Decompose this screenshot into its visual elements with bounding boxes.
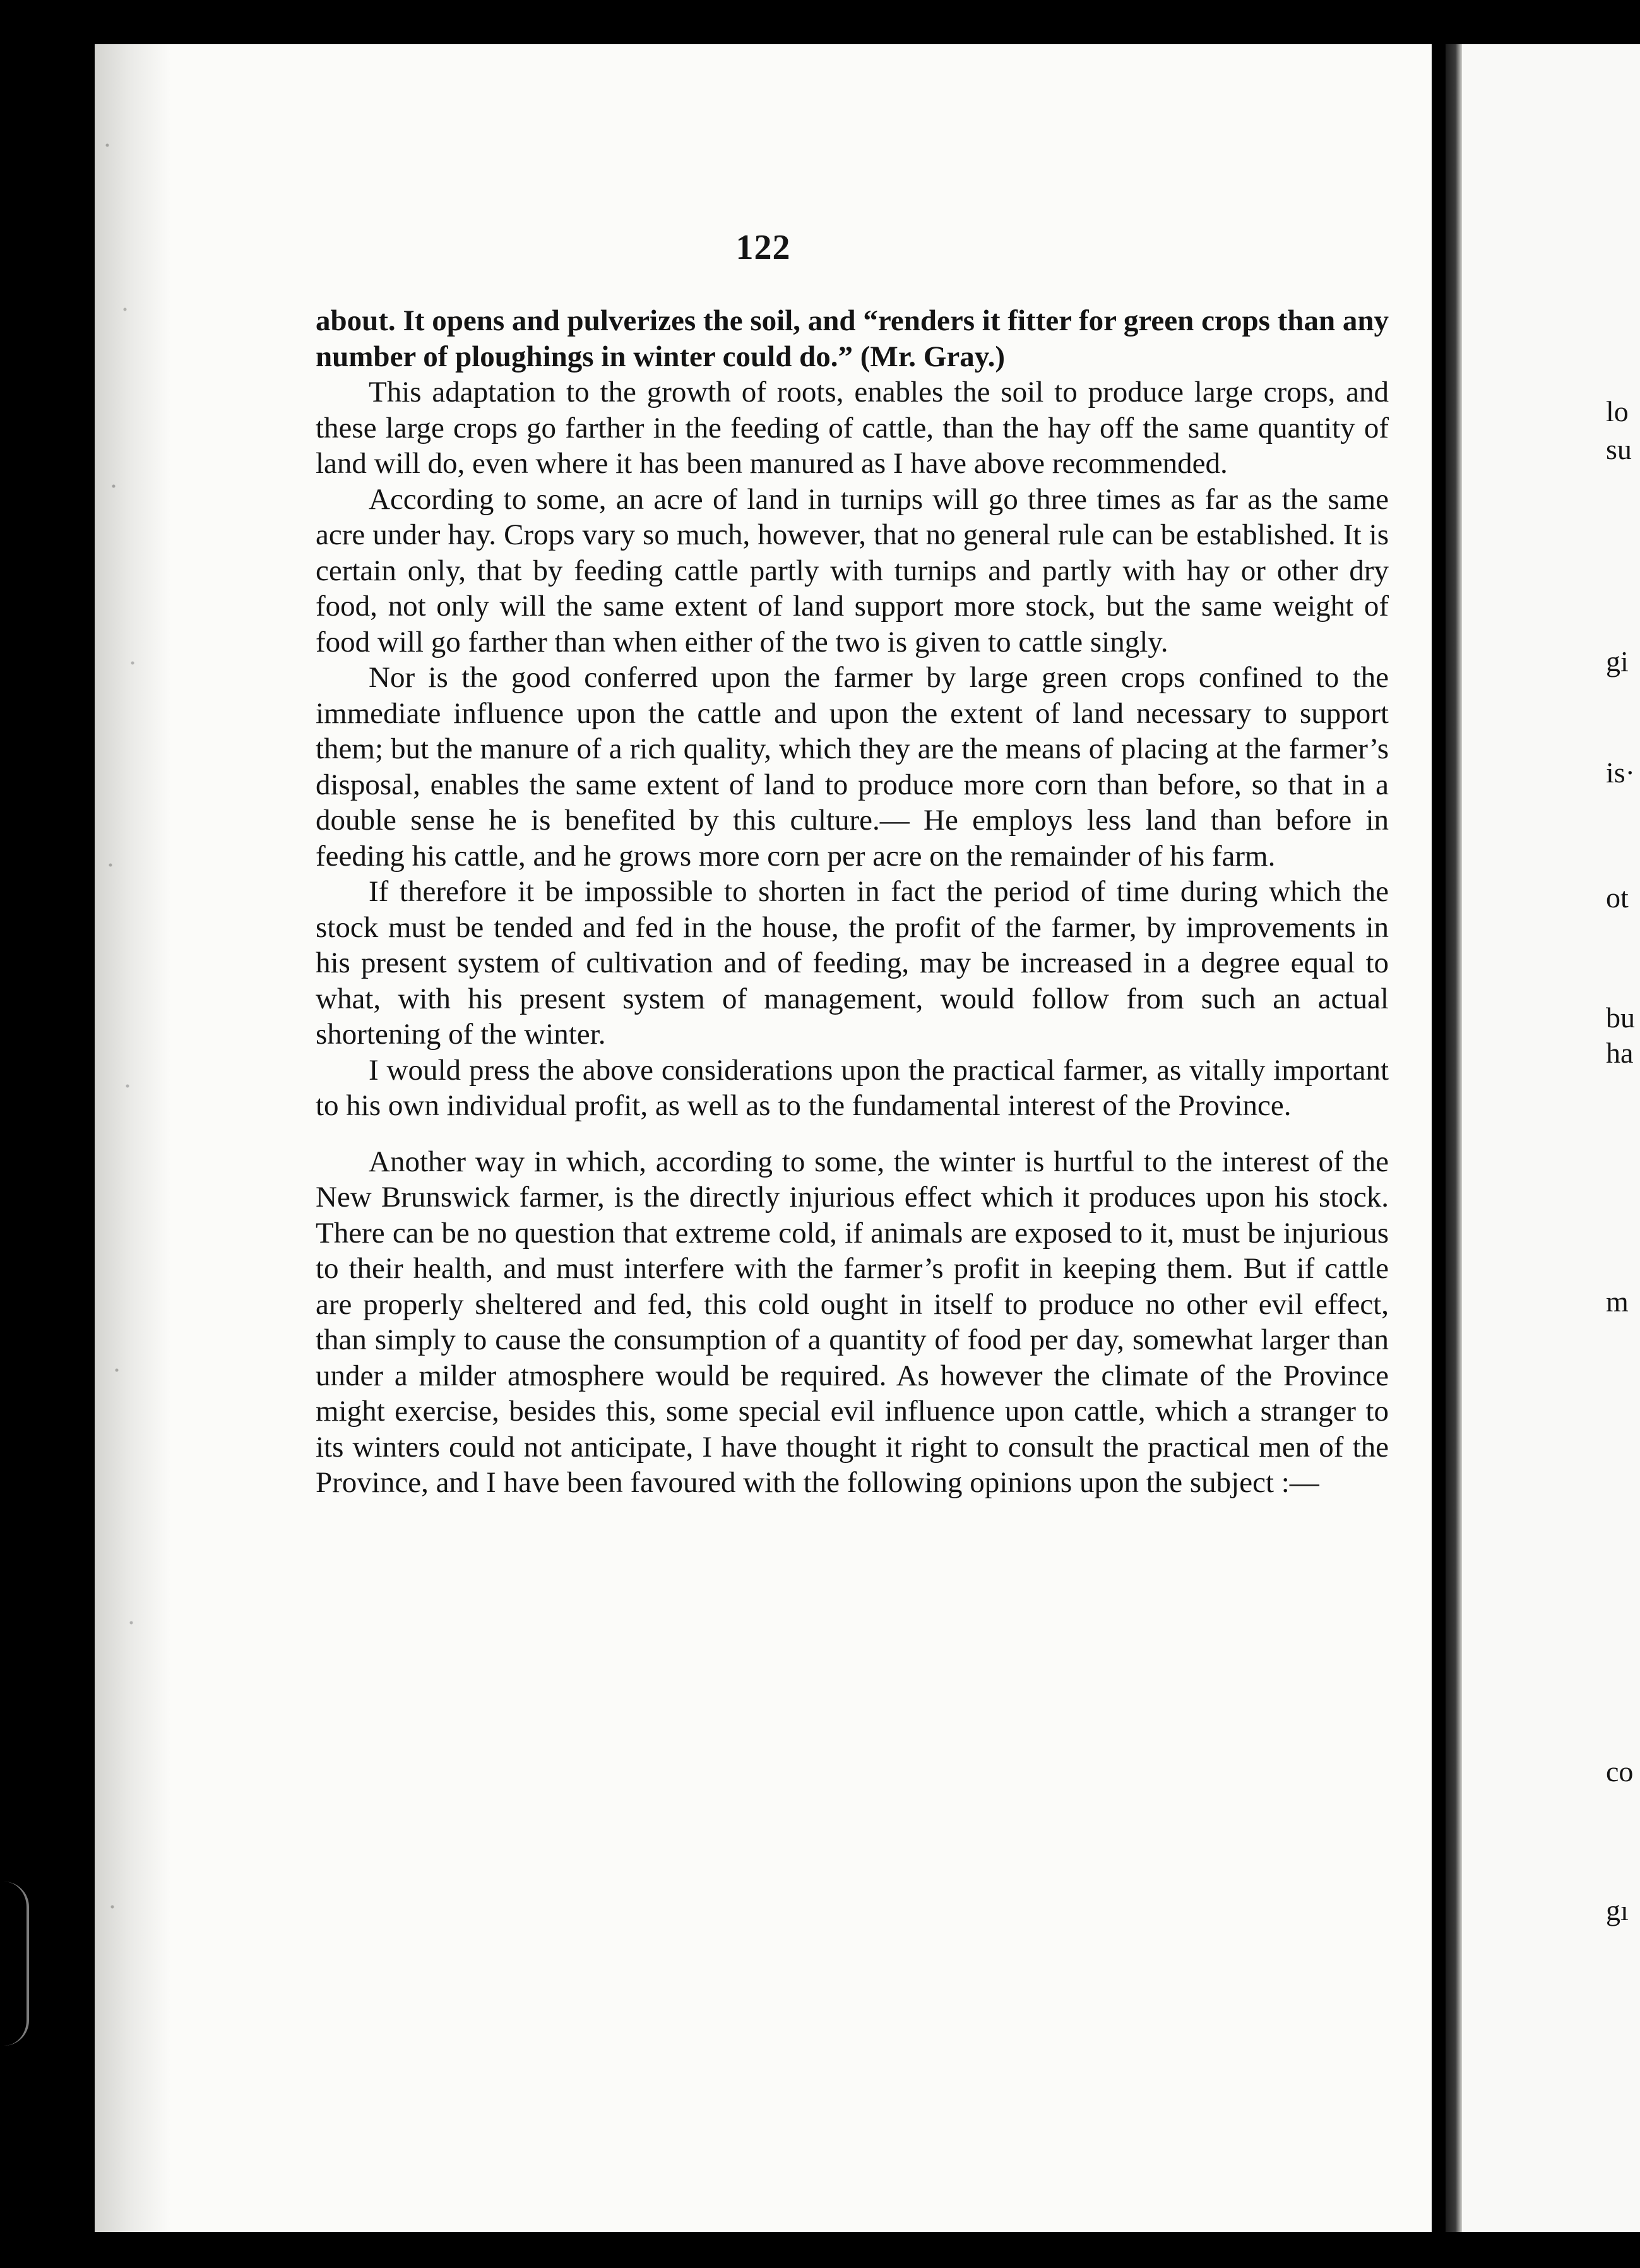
facing-page-fragment: su — [1606, 433, 1632, 465]
paragraph: If therefore it be impossible to shorten in fact the period of time during which the stock must be tended and fed in the house, the profit of the farmer, by improvements in his present system of cultivation and of feeding, may be increased in a degree equal to what, with his present system of management, would follow from such an actual shortening of the winter. — [316, 875, 1389, 1051]
facing-page-fragment: co — [1606, 1755, 1634, 1788]
book-page — [95, 44, 1432, 2232]
paragraph: Nor is the good conferred upon the farmer by large green crops confined to the immediate influence upon the cattle and upon the extent of land necessary to support them; but the manure of a rich quality, which they are the means of placing at the farmer’s disposal, enables the same extent of land to produce more corn than before, so that in a double sense he is benefited by this culture.— He employs less land than before in feeding his cattle, and he grows more corn per acre on the remainder of his farm. — [316, 661, 1389, 873]
facing-page-edge — [1446, 44, 1640, 2232]
facing-page-fragment: gı — [1606, 1894, 1629, 1926]
paragraph: I would press the above considerations upon the practical farmer, as vitally important to his own individual profit, as well as to the fundamental interest of the Province. — [316, 1053, 1389, 1122]
page-gutter-specks — [95, 44, 152, 2232]
paragraph — [316, 303, 1389, 374]
facing-page-fragment: m — [1606, 1286, 1629, 1318]
paragraph: Another way in which, according to some, the winter is hurtful to the interest of the New Brunswick farmer, is the directly injurious effect which it produces upon his stock. There can be no question that extreme cold, if animals are exposed to it, must be injurious to their health, and must interfere with the farmer’s profit in keeping them. But if cattle are properly sheltered and fed, this cold ought in itself to produce no other evil effect, than simply to cause the consumption of a quantity of food per day, somewhat larger than under a milder atmosphere would be required. As however the climate of the Province might exercise, besides this, some special evil influence upon cattle, which a stranger to its winters could not anticipate, I have thought it right to consult the practical men of the Province, and I have been favoured with the following opinions upon the subject :— — [316, 1145, 1389, 1499]
body-text — [316, 303, 1389, 1501]
facing-page-spine-shadow — [1446, 44, 1462, 2232]
paragraph-text: It opens and pulverizes the soil, and “renders it fitter for green crops than any number of ploughings in winter could do.” (Mr. Gray.) — [316, 304, 1389, 373]
facing-page-fragment: ha — [1606, 1037, 1634, 1069]
facing-page-fragment: lo — [1606, 395, 1629, 427]
paragraph-lead-word: about. — [316, 304, 396, 337]
facing-page-fragment: bu — [1606, 1001, 1635, 1034]
paragraph: According to some, an acre of land in turnips will go three times as far as the same acre under hay. Crops vary so much, however, that no general rule can be established. It is certain only, that by feeding cattle partly with turnips and partly with hay or other dry food, not only will the same extent of land support more stock, but the same weight of food will go farther than when either of the two is given to cattle singly. — [316, 482, 1389, 659]
facing-page-fragment: is· — [1606, 756, 1635, 789]
facing-page-fragment: gi — [1606, 645, 1629, 677]
facing-page-fragment: ot — [1606, 881, 1629, 914]
binding-edge-curve — [0, 1882, 29, 2046]
page-number: 122 — [735, 228, 791, 267]
paragraph: This adaptation to the growth of roots, enables the soil to produce large crops, and these large crops go farther in the feeding of cattle, than the hay off the same quantity of land will do, even where it has been manured as I have above recommended. — [316, 376, 1389, 480]
